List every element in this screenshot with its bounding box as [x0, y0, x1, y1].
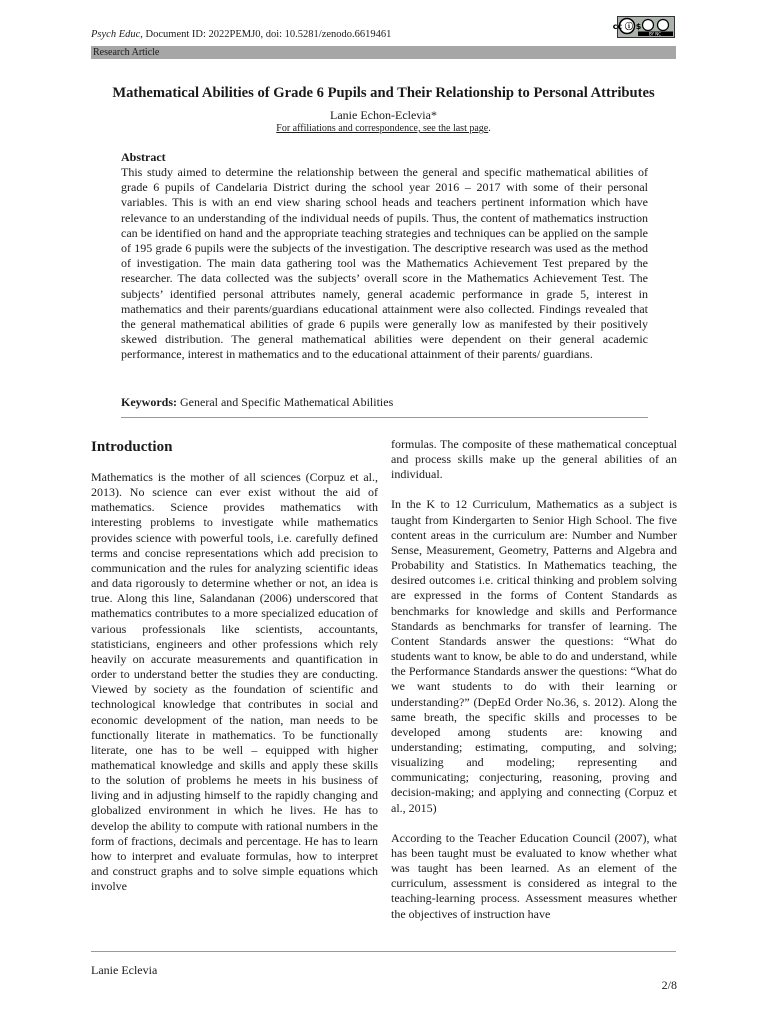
cc-badge-bottom: BY NC [648, 31, 662, 37]
intro-paragraph-4: According to the Teacher Education Council (2007), what has been taught must be evaluated to know whether what was taught has been learned. As an element of the curriculum, assessment is considered as integral to the teaching-learning process. Assessment measures whether the objectives of instruction have [391, 830, 677, 921]
keywords-label: Keywords: [121, 395, 177, 409]
abstract-body: This study aimed to determine the relationship between the general and specific mathematical abilities of grade 6 pupils of Candelaria District during the school year 2016 – 2017 with some of their personal variables. This is with an end view sharing school heads and teachers pertinent information which have relevance to an understanding of the individual needs of pupils. Thus, the content of mathematics instruction can be identified on hand and the appropriate teaching strategies and techniques can be applied on the sample of 195 grade 6 pupils were the subjects of the investigation. The descriptive research was used as the method of investigation. The main data gathering tool was the Mathematics Achievement Test prepared by the researcher. The data collected was the subjects’ overall score in the Mathematics Achievement Test. The subjects’ identified personal attributes namely, general academic performance in grade 5, interest in mathematics and their parents/guardians educational attainment were also collected. Findings revealed that the general mathematical abilities of grade 6 pupils were generally low as manifested by their positively skewed distribution. The general mathematical abilities were dependent on their general academic performance, interest in mathematics and to the educational attainment of their parents/ guardians. [121, 165, 648, 362]
page-number: 2/8 [661, 978, 677, 992]
keywords [121, 395, 393, 410]
keywords-text: General and Specific Mathematical Abilities [177, 395, 394, 409]
cc-badge-text: cc ⓘ $ [612, 22, 642, 31]
affiliation-note [91, 123, 676, 134]
cc-license-icon [612, 16, 675, 38]
right-column [391, 437, 677, 922]
left-column [91, 470, 378, 894]
intro-paragraph-2: formulas. The composite of these mathematical conceptual and process skills make up the general abilities of an individual. [391, 437, 677, 482]
journal-name: Psych Educ [91, 29, 141, 40]
article-type-band [91, 46, 676, 59]
header-citation [91, 29, 391, 40]
abstract-divider [121, 417, 648, 418]
abstract-heading: Abstract [121, 150, 166, 164]
intro-paragraph-3: In the K to 12 Curriculum, Mathematics as a subject is taught from Kindergarten to Senior High School. The five content areas in the curriculum are: Number and Number Sense, Measurement, Geometry, Patterns and Algebra and Probability and Statistics. In Mathematics teaching, the desired outcomes i.e. critical thinking and problem solving are expressed in the forms of Content Standards as benchmarks for knowledge and skills and Performance Standards as benchmarks for transfer of learning. The Content Standards answer the questions: “What do students want to know, be able to do and understand, while the Performance Standards answer the questions: “What do we want students to do with their learning or understanding?” (DepEd Order No.36, s. 2012). Along the same breath, the specific skills and processes to be developed among students are: knowing and understanding; estimating, computing, and solving; visualizing and modeling; representing and communicating; conjecturing, reasoning, proving and decision-making; and applying and connecting (Corpuz et al., 2015) [391, 497, 677, 815]
intro-paragraph-1: Mathematics is the mother of all sciences (Corpuz et al., 2013). No science can ever exist without the aid of mathematics. Science provides mathematics with interesting problems to investigate while mathematics provides science with powerful tools, i.e. carefully defined terms and concise representations which add precision to communication and the rules for analyzing scientific ideas and data rigorously to determine whether or not, an idea is true. Along this line, Salandanan (2006) underscored that mathematics contributes to a more specialized education of various professionals like scientists, accountants, statisticians, engineers and other professions which rely heavily on accurate measurements and quantification in order to understand better the studies they are conducting. Viewed by society as the foundation of scientific and technological knowledge that contributes in social and economic development of the nation, man needs to be functionally literate in mathematics. To be functionally literate, one has to be well – equipped with higher mathematical knowledge and skills and apply these skills to the solution of problems he meets in his business of living and in adjusting himself to the rapidly changing and globalized environment in which he lives. He has to develop the ability to compute with rational numbers in the form of fractions, decimals and percentage. He has to learn how to interpret and evaluate formulas, how to interpret and construct graphs and to solve simple equations which involve [91, 470, 378, 894]
paper-author: Lanie Echon-Eclevia* [330, 108, 437, 122]
affiliation-period: . [488, 123, 491, 134]
introduction-heading: Introduction [91, 439, 173, 455]
footer-author: Lanie Eclevia [91, 963, 158, 977]
article-type: Research Article [93, 47, 160, 58]
paper-title: Mathematical Abilities of Grade 6 Pupils and Their Relationship to Personal Attributes [112, 85, 655, 101]
footer-divider [91, 951, 676, 952]
affiliation-link[interactable]: For affiliations and correspondence, see the last page [276, 123, 489, 134]
document-info: , Document ID: 2022PEMJ0, doi: 10.5281/zenodo.6619461 [140, 29, 392, 40]
